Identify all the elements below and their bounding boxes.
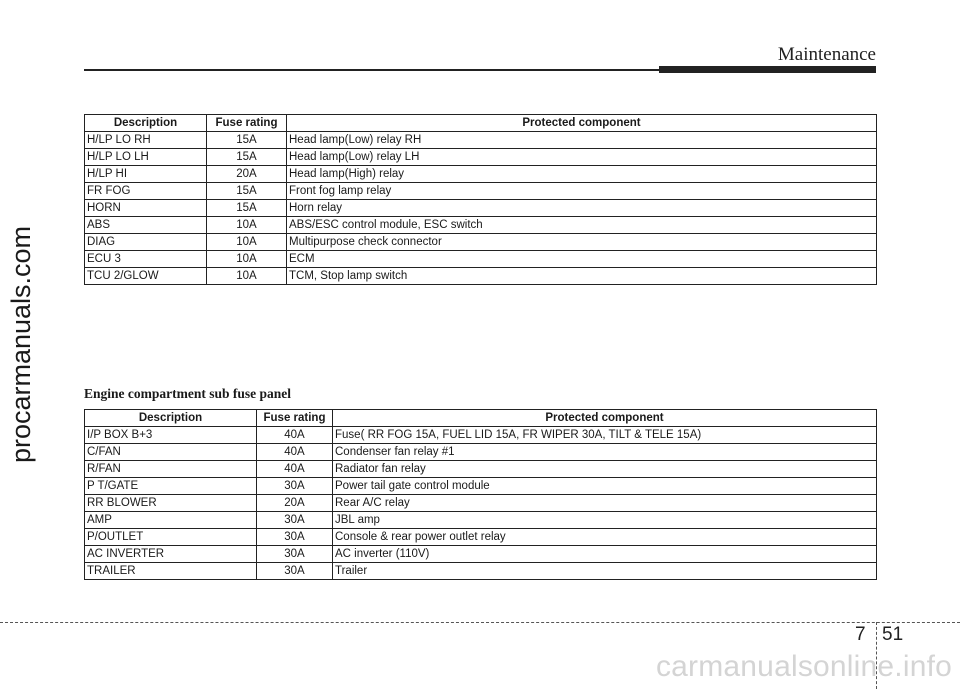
table-row — [85, 512, 877, 529]
table-row — [85, 529, 877, 546]
cell-fuse-rating: 10A — [207, 217, 287, 234]
cell-fuse-rating: 10A — [207, 234, 287, 251]
cell-protected-component: Horn relay — [287, 200, 877, 217]
cell-protected-component: Front fog lamp relay — [287, 183, 877, 200]
cell-fuse-rating: 10A — [207, 251, 287, 268]
table-row — [85, 183, 877, 200]
page-header-title: Maintenance — [777, 44, 876, 65]
table-row — [85, 217, 877, 234]
table-header-row — [85, 115, 877, 132]
cell-description: ABS — [85, 217, 207, 234]
cell-protected-component: TCM, Stop lamp switch — [287, 268, 877, 285]
table-row — [85, 427, 877, 444]
column-header-description: Description — [85, 115, 207, 132]
cell-fuse-rating: 15A — [207, 200, 287, 217]
page-number: 51 — [882, 624, 904, 645]
table-row — [85, 444, 877, 461]
bottom-watermark: carmanualsonline.info — [655, 650, 952, 683]
cell-description: FR FOG — [85, 183, 207, 200]
header-rule-thick — [659, 66, 876, 73]
cell-description: C/FAN — [85, 444, 257, 461]
cell-protected-component: Power tail gate control module — [333, 478, 877, 495]
cell-fuse-rating: 40A — [257, 427, 333, 444]
side-watermark — [2, 0, 42, 689]
cell-fuse-rating: 40A — [257, 461, 333, 478]
column-header-fuse-rating: Fuse rating — [207, 115, 287, 132]
fuse-table-main — [84, 114, 877, 285]
table-row — [85, 268, 877, 285]
header-rule-thin — [84, 69, 660, 71]
cell-fuse-rating: 40A — [257, 444, 333, 461]
table-row — [85, 200, 877, 217]
column-header-fuse-rating: Fuse rating — [257, 410, 333, 427]
table-row — [85, 234, 877, 251]
cell-fuse-rating: 30A — [257, 512, 333, 529]
fuse-table-sub-panel — [84, 409, 877, 580]
cell-description: RR BLOWER — [85, 495, 257, 512]
cell-description: H/LP HI — [85, 166, 207, 183]
side-watermark-text: procarmanuals.com — [6, 225, 37, 464]
cell-protected-component: Radiator fan relay — [333, 461, 877, 478]
table-row — [85, 132, 877, 149]
table-header-row — [85, 410, 877, 427]
cell-description: ECU 3 — [85, 251, 207, 268]
cell-description: HORN — [85, 200, 207, 217]
cell-description: R/FAN — [85, 461, 257, 478]
cell-protected-component: Fuse( RR FOG 15A, FUEL LID 15A, FR WIPER 30A, TILT & TELE 15A) — [333, 427, 877, 444]
cell-fuse-rating: 20A — [257, 495, 333, 512]
table-row — [85, 478, 877, 495]
table-row — [85, 495, 877, 512]
cell-description: DIAG — [85, 234, 207, 251]
cell-fuse-rating: 20A — [207, 166, 287, 183]
table-row — [85, 251, 877, 268]
table-row — [85, 166, 877, 183]
chapter-number: 7 — [855, 624, 866, 645]
cell-description: I/P BOX B+3 — [85, 427, 257, 444]
cell-fuse-rating: 30A — [257, 563, 333, 580]
cell-protected-component: Head lamp(Low) relay RH — [287, 132, 877, 149]
cell-protected-component: ECM — [287, 251, 877, 268]
cell-description: H/LP LO LH — [85, 149, 207, 166]
cell-fuse-rating: 30A — [257, 478, 333, 495]
cell-fuse-rating: 15A — [207, 132, 287, 149]
column-header-protected-component: Protected component — [333, 410, 877, 427]
cell-fuse-rating: 15A — [207, 183, 287, 200]
column-header-description: Description — [85, 410, 257, 427]
cell-protected-component: Multipurpose check connector — [287, 234, 877, 251]
cell-description: TRAILER — [85, 563, 257, 580]
column-header-protected-component: Protected component — [287, 115, 877, 132]
cell-description: TCU 2/GLOW — [85, 268, 207, 285]
cell-description: AC INVERTER — [85, 546, 257, 563]
cell-description: H/LP LO RH — [85, 132, 207, 149]
cell-protected-component: JBL amp — [333, 512, 877, 529]
table-row — [85, 149, 877, 166]
cell-fuse-rating: 15A — [207, 149, 287, 166]
cell-protected-component: AC inverter (110V) — [333, 546, 877, 563]
cell-fuse-rating: 30A — [257, 529, 333, 546]
cell-description: P/OUTLET — [85, 529, 257, 546]
table-row — [85, 461, 877, 478]
cell-protected-component: Console & rear power outlet relay — [333, 529, 877, 546]
cell-description: P T/GATE — [85, 478, 257, 495]
cell-fuse-rating: 10A — [207, 268, 287, 285]
cell-protected-component: Condenser fan relay #1 — [333, 444, 877, 461]
cell-protected-component: Head lamp(Low) relay LH — [287, 149, 877, 166]
cell-protected-component: Rear A/C relay — [333, 495, 877, 512]
footer-dashed-rule — [0, 622, 960, 623]
section-heading-sub-fuse-panel: Engine compartment sub fuse panel — [84, 386, 292, 401]
cell-protected-component: Trailer — [333, 563, 877, 580]
cell-description: AMP — [85, 512, 257, 529]
cell-protected-component: ABS/ESC control module, ESC switch — [287, 217, 877, 234]
cell-fuse-rating: 30A — [257, 546, 333, 563]
cell-protected-component: Head lamp(High) relay — [287, 166, 877, 183]
table-row — [85, 563, 877, 580]
table-row — [85, 546, 877, 563]
